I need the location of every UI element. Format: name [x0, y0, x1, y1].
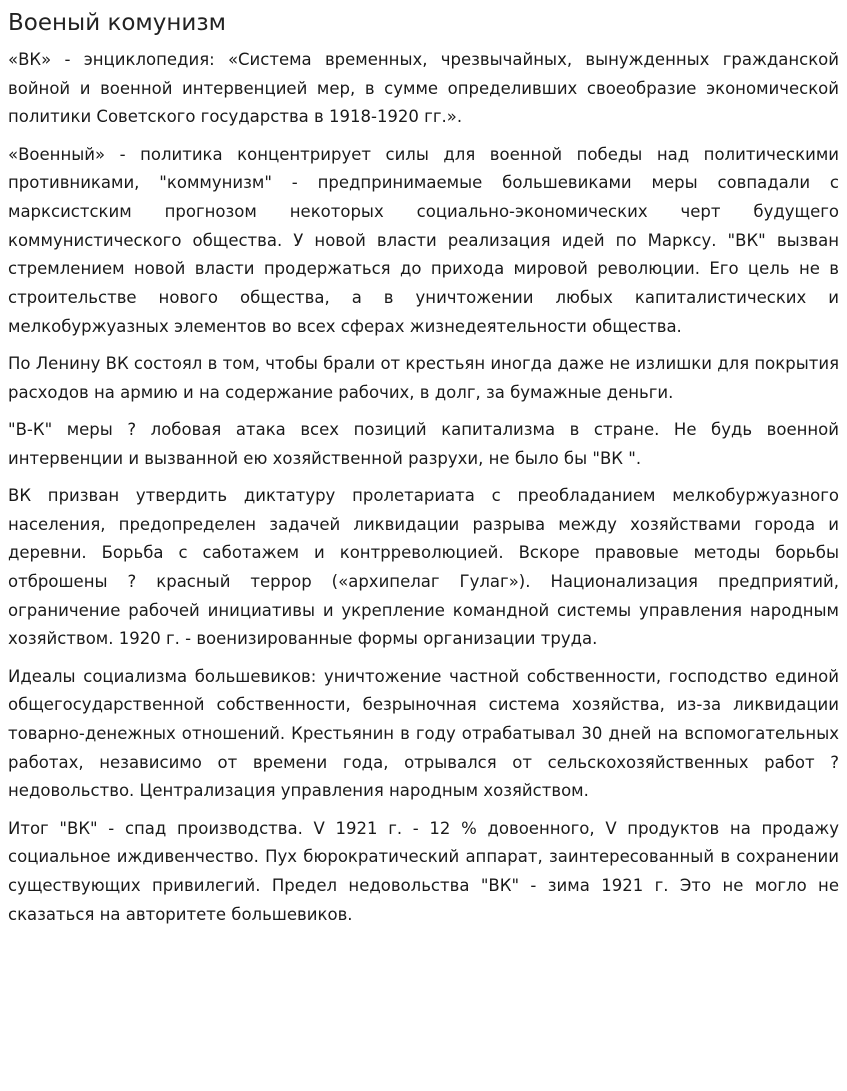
- paragraph-lenin-view: По Ленину ВК состоял в том, чтобы брали от крестьян иногда даже не излишки для покрытия расходов на армию и на содержание рабочих, в долг, за бумажные деньги.: [8, 354, 839, 402]
- paragraph-encyclopedia-definition: «ВК» - энциклопедия: «Система временных, чрезвычайных, вынужденных гражданской войной и военной интервенцией мер, в сумме определивших своеобразие экономической политики Советского государства в 1918-1920 гг.».: [8, 50, 839, 127]
- paragraph-result: Итог "ВК" - спад производства. V 1921 г. - 12 % довоенного, V продуктов на продажу социальное иждивенчество. Пух бюрократический аппарат, заинтересованный в сохранении существующих привилегий. Предел недовольства "ВК" - зима 1921 г. Это не могло не сказаться на авторитете большевиков.: [8, 818, 839, 924]
- paragraph-frontal-attack: "В-К" меры ? лобовая атака всех позиций капитализма в стране. Не будь военной интервенции и вызванной ею хозяйственной разрухи, не было бы "ВК ".: [8, 419, 839, 468]
- paragraph-term-meaning: «Военный» - политика концентрирует силы для военной победы над политическими противниками, "коммунизм" - предпринимаемые большевиками меры совпадали с марксистским прогнозом некоторых социально-экономических черт будущего коммунистического общества. У новой власти реализация идей по Марксу. "ВК" вызван стремлением новой власти продержаться до прихода мировой революции. Его цель не в строительстве нового общества, а в уничтожении любых капиталистических и мелкобуржуазных элементов во всех сферах жизнедеятельности общества.: [8, 144, 839, 336]
- paragraph-dictatorship: ВК призван утвердить диктатуру пролетариата с преобладанием мелкобуржуазного населения, предопределен задачей ликвидации разрыва между хозяйствами города и деревни. Борьба с саботажем и контрреволюцией. Вскоре правовые методы борьбы отброшены ? красный террор («архипелаг Гулаг»). Национализация предприятий, ограничение рабочей инициативы и укрепление командной системы управления народным хозяйством. 1920 г. - военизированные формы организации труда.: [8, 485, 839, 649]
- page-title: Военый комунизм: [8, 10, 226, 36]
- paragraph-ideals: Идеалы социализма большевиков: уничтожение частной собственности, господство единой общегосударственной собственности, безрыночная система хозяйства, из-за ликвидации товарно-денежных отношений. Крестьянин в году отрабатывал 30 дней на вспомогательных работах, независимо от времени года, отрывался от сельскохозяйственных работ ? недовольство. Централизация управления народным хозяйством.: [8, 666, 839, 801]
